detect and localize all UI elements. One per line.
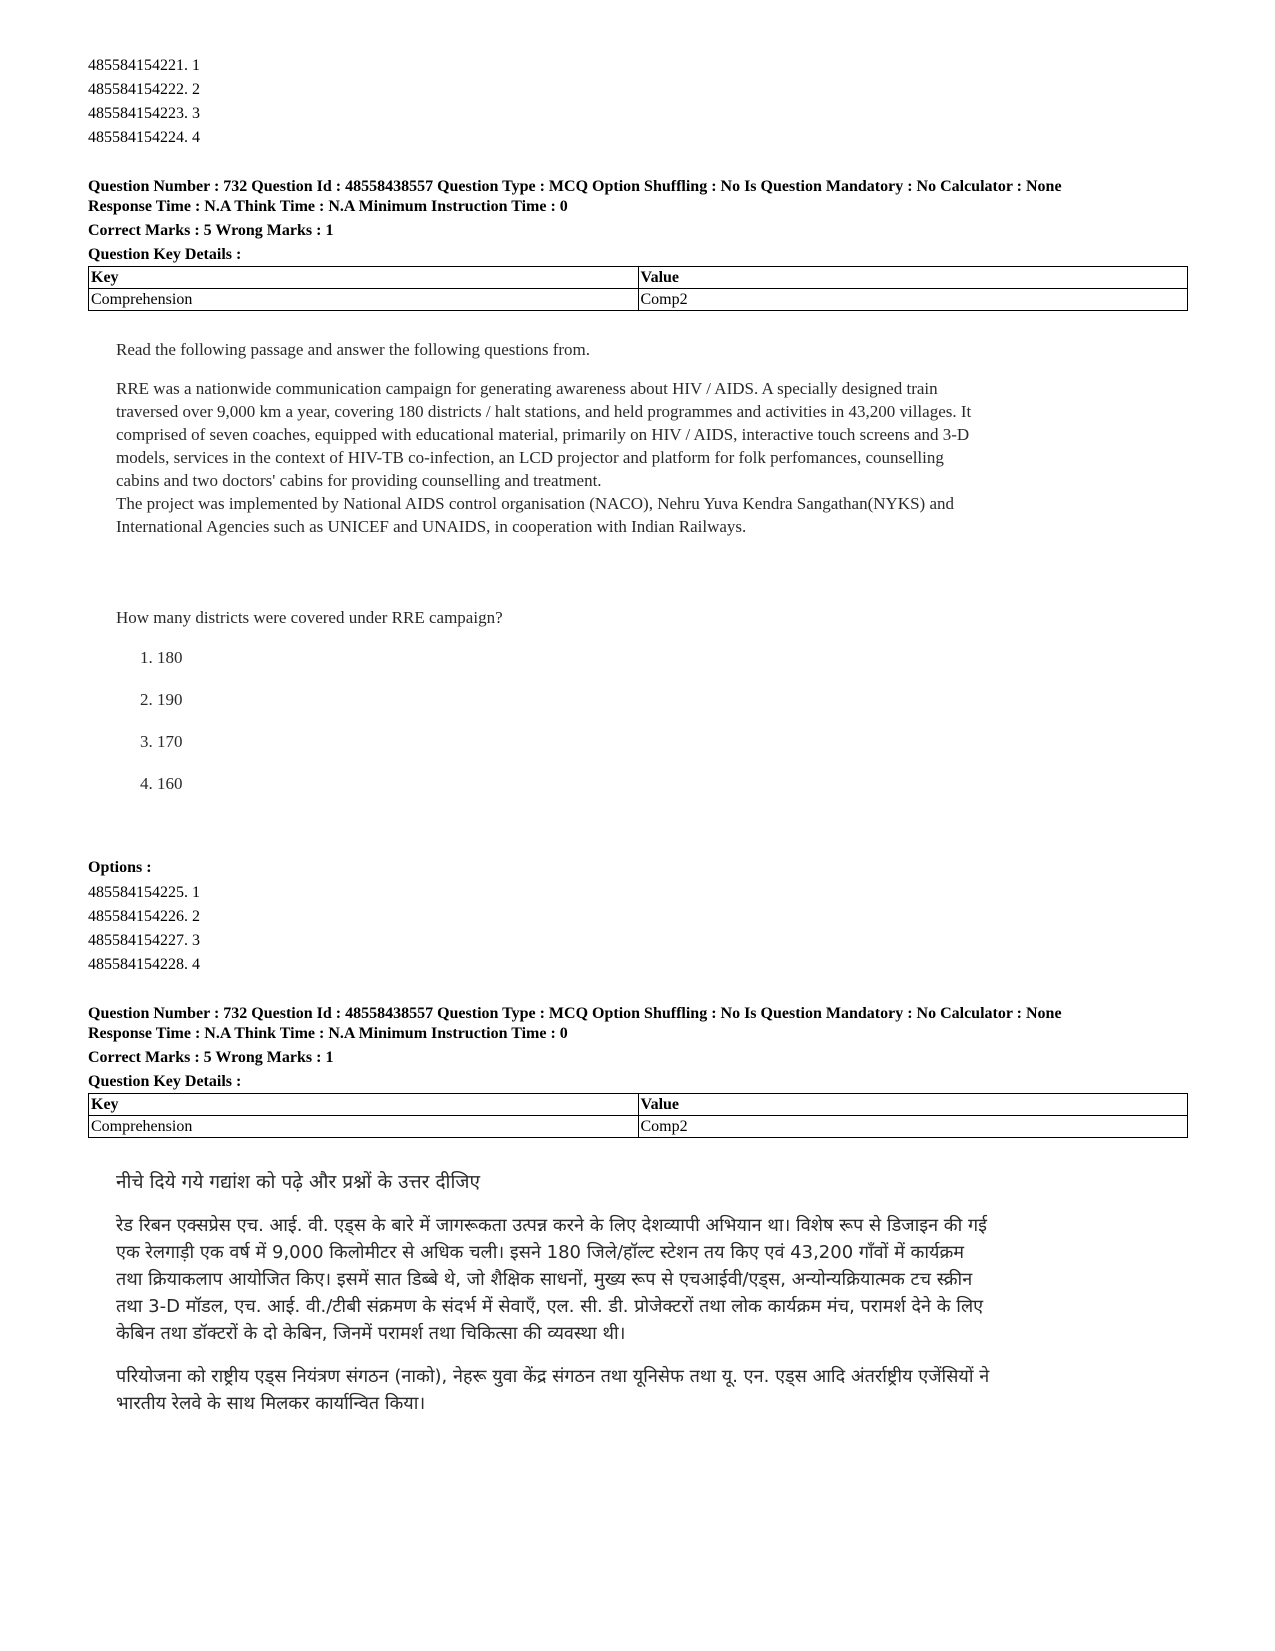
marks-line: Correct Marks : 5 Wrong Marks : 1 [88, 222, 334, 239]
key-details-label: Question Key Details : [88, 1073, 242, 1090]
meta-line: Question Number : 732 Question Id : 48558438557 Question Type : MCQ Option Shuffling : No Is Question Mandatory : No Calculator : None [88, 1005, 1062, 1022]
passage-paragraph: RRE was a nationwide communication campaign for generating awareness about HIV / AIDS. A specially designed train traversed over 9,000 km a year, covering 180 districts / halt stations, and held programmes and activities in 43,200 villages. It comprised of seven coaches, equipped with educational material, primarily on HIV / AIDS, interactive touch screens and 3-D models, services in the context of HIV-TB co-infection, an LCD projector and platform for folk perfomances, counselling cabins and two doctors' cabins for providing counselling and treatment. [116, 379, 972, 490]
passage-paragraph: The project was implemented by National AIDS control organisation (NACO), Nehru Yuva Kendra Sangathan(NYKS) and International Agencies such as UNICEF and UNAIDS, in cooperation with Indian Railways. [116, 494, 954, 536]
question-meta [88, 1004, 1188, 1092]
table-cell-value: Comp2 [638, 289, 1188, 311]
option-item: 485584154225. 1 [88, 884, 200, 901]
option-item: 485584154222. 2 [88, 81, 200, 98]
passage-instruction: Read the following passage and answer the following questions from. [116, 340, 591, 359]
meta-line: Response Time : N.A Think Time : N.A Minimum Instruction Time : 0 [88, 1025, 568, 1042]
table-row [89, 1094, 1188, 1116]
question-text: How many districts were covered under RRE campaign? [116, 608, 503, 627]
table-header-key: Key [89, 267, 639, 289]
meta-line: Question Number : 732 Question Id : 48558438557 Question Type : MCQ Option Shuffling : No Is Question Mandatory : No Calculator : None [88, 178, 1062, 195]
table-row [89, 289, 1188, 311]
table-row [89, 267, 1188, 289]
table-header-value: Value [638, 267, 1188, 289]
key-details-label: Question Key Details : [88, 246, 242, 263]
meta-line: Response Time : N.A Think Time : N.A Minimum Instruction Time : 0 [88, 198, 568, 215]
option-item: 485584154227. 3 [88, 932, 200, 949]
question-key-table [88, 266, 1188, 311]
passage-instruction: नीचे दिये गये गद्यांश को पढ़े और प्रश्नों के उत्तर दीजिए [116, 1171, 480, 1193]
table-row [89, 1116, 1188, 1138]
passage-image-english [116, 340, 976, 794]
option-item: 485584154228. 4 [88, 956, 200, 973]
passage-paragraph: रेड रिबन एक्सप्रेस एच. आई. वी. एड्स के बारे में जागरूकता उत्पन्न करने के लिए देशव्यापी अभियान था। विशेष रूप से डिजाइन की गई एक रेलगाड़ी एक वर्ष में 9,000 किलोमीटर से अधिक चली। इसने 180 जिले/हॉल्ट स्टेशन तय किए एवं 43,200 गाँवों में कार्यक्रम तथा क्रियाकलाप आयोजित किए। इसमें सात डिब्बे थे, जो शैक्षिक साधनों, मुख्य रूप से एचआईवी/एड्स, अन्योन्यक्रियात्मक टच स्क्रीन तथा 3-D मॉडल, एच. आई. वी./टीबी संक्रमण के संदर्भ में सेवाएँ, एल. सी. डी. प्रोजेक्टरों तथा लोक कार्यक्रम मंच, परामर्श देने के लिए केबिन तथा डॉक्टरों के दो केबिन, जिनमें परामर्श तथा चिकित्सा की व्यवस्था थी। [116, 1215, 987, 1344]
answer-choice: 1. 180 [140, 648, 183, 667]
previous-options-list [88, 54, 200, 150]
table-cell-key: Comprehension [89, 289, 639, 311]
option-item: 485584154224. 4 [88, 129, 200, 146]
answer-choice: 3. 170 [140, 732, 183, 751]
options-label: Options : [88, 859, 152, 876]
table-cell-value: Comp2 [638, 1116, 1188, 1138]
answer-choice: 4. 160 [140, 774, 183, 793]
table-header-key: Key [89, 1094, 639, 1116]
passage-image-hindi [116, 1168, 996, 1417]
table-header-value: Value [638, 1094, 1188, 1116]
option-item: 485584154221. 1 [88, 57, 200, 74]
question-meta [88, 177, 1188, 265]
options-list [88, 881, 200, 977]
marks-line: Correct Marks : 5 Wrong Marks : 1 [88, 1049, 334, 1066]
question-key-table [88, 1093, 1188, 1138]
passage-paragraph: परियोजना को राष्ट्रीय एड्स नियंत्रण संगठन (नाको), नेहरू युवा केंद्र संगठन तथा यूनिसेफ तथा यू. एन. एड्स आदि अंतर्राष्ट्रीय एजेंसियों ने भारतीय रेलवे के साथ मिलकर कार्यान्वित किया। [116, 1366, 990, 1414]
option-item: 485584154226. 2 [88, 908, 200, 925]
table-cell-key: Comprehension [89, 1116, 639, 1138]
option-item: 485584154223. 3 [88, 105, 200, 122]
answer-choice: 2. 190 [140, 690, 183, 709]
